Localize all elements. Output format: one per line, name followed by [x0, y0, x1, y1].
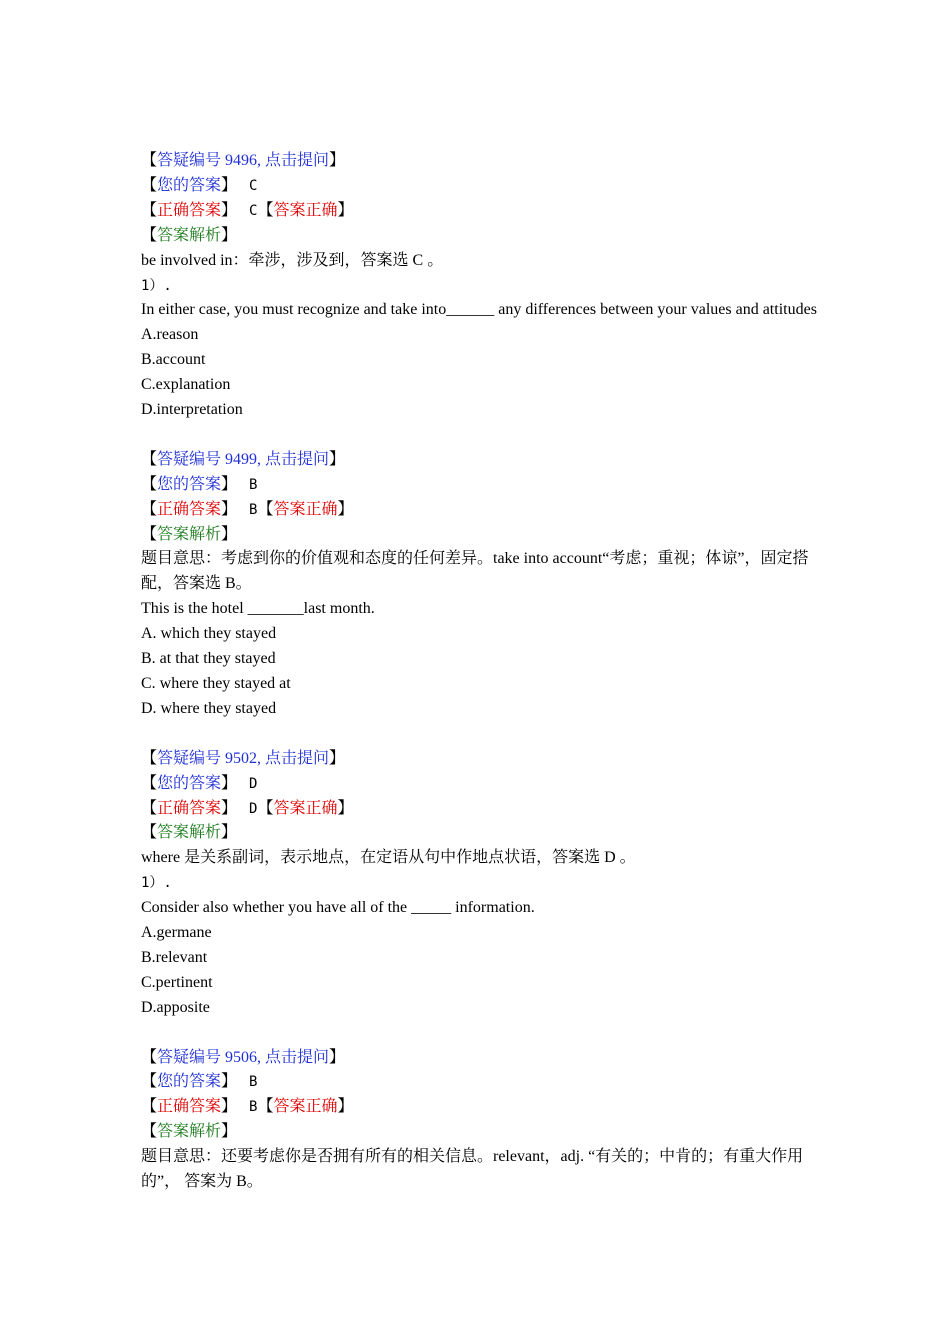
question-stem: Consider also whether you have all of the _____ information.	[141, 899, 535, 917]
correct-answer-label: 正确答案	[157, 201, 222, 219]
correct-answer-label: 正确答案	[157, 1098, 222, 1116]
question-ask-link[interactable]: 答疑编号 9506, 点击提问	[157, 1048, 330, 1066]
question-ask-link[interactable]: 答疑编号 9502, 点击提问	[157, 749, 330, 767]
answer-correct-label: 答案正确	[273, 799, 338, 817]
your-answer-line: 【您的答案】 D	[141, 774, 258, 792]
correct-answer-value: C	[249, 202, 258, 219]
question-ask-link[interactable]: 答疑编号 9496, 点击提问	[157, 152, 330, 169]
analysis-text: 题目意思：考虑到你的价值观和态度的任何差异。take into account“考虑；重视；体谅”，固定搭配，答案选 B。	[141, 550, 809, 593]
option-b: B. at that they stayed	[141, 650, 276, 668]
question-stem: This is the hotel _______last month.	[141, 600, 375, 618]
correct-answer-value: D	[249, 800, 258, 817]
answer-correct-label: 答案正确	[273, 500, 338, 518]
analysis-text: be involved in：牵涉，涉及到，答案选 C 。	[141, 251, 444, 269]
your-answer-label: 您的答案	[157, 475, 222, 493]
analysis-heading-line: 【答案解析】	[141, 525, 238, 543]
question-link-line[interactable]: 【答疑编号 9499, 点击提问】	[141, 450, 346, 468]
correct-answer-line: 【正确答案】 B【答案正确】	[141, 1098, 354, 1116]
your-answer-label: 您的答案	[157, 774, 222, 792]
spacer	[141, 423, 821, 448]
analysis-label: 答案解析	[157, 226, 222, 244]
analysis-heading-line: 【答案解析】	[141, 824, 238, 842]
option-c: C. where they stayed at	[141, 675, 291, 693]
option-a: A.reason	[141, 326, 199, 344]
analysis-text: where 是关系副词，表示地点，在定语从句中作地点状语，答案选 D 。	[141, 849, 636, 867]
document-page	[141, 149, 821, 1195]
correct-answer-label: 正确答案	[157, 500, 222, 518]
analysis-label: 答案解析	[157, 525, 222, 543]
question-link-line[interactable]	[141, 149, 821, 174]
your-answer-line: 【您的答案】 B	[141, 475, 258, 493]
bracket-open: 【	[141, 152, 158, 169]
correct-answer-label: 正确答案	[157, 799, 222, 817]
answer-block-9496	[141, 149, 821, 448]
analysis-heading-line: 【答案解析】	[141, 1123, 238, 1141]
question-link-line[interactable]: 【答疑编号 9506, 点击提问】	[141, 1048, 346, 1066]
analysis-text: 题目意思：还要考虑你是否拥有所有的相关信息。relevant，adj. “有关的；中肯的；有重大作用的”， 答案为 B。	[141, 1148, 804, 1191]
correct-answer-line: 【正确答案】 C【答案正确】	[141, 201, 354, 219]
analysis-label: 答案解析	[157, 824, 222, 842]
option-b: B.account	[141, 351, 206, 369]
your-answer-value: C	[249, 177, 258, 194]
your-answer-line: 【您的答案】 B	[141, 1073, 258, 1091]
your-answer-value: B	[249, 476, 258, 493]
your-answer-value: B	[249, 1074, 258, 1091]
your-answer-value: D	[249, 775, 258, 792]
analysis-label: 答案解析	[157, 1123, 222, 1141]
option-a: A. which they stayed	[141, 625, 277, 643]
analysis-heading-line: 【答案解析】	[141, 226, 238, 244]
spacer	[141, 1021, 821, 1046]
option-c: C.pertinent	[141, 973, 213, 991]
answer-correct-label: 答案正确	[273, 1098, 338, 1116]
option-a: A.germane	[141, 924, 212, 942]
answer-block-9506	[141, 1046, 821, 1195]
answer-block-9502	[141, 747, 821, 1046]
option-d: D.interpretation	[141, 401, 243, 419]
answer-block-9499	[141, 448, 821, 747]
question-ask-link[interactable]: 答疑编号 9499, 点击提问	[157, 450, 330, 468]
option-d: D.apposite	[141, 998, 210, 1016]
answer-correct-label: 答案正确	[273, 201, 338, 219]
your-answer-label: 您的答案	[157, 1073, 222, 1091]
correct-answer-value: B	[249, 1099, 258, 1116]
question-link-line[interactable]: 【答疑编号 9502, 点击提问】	[141, 749, 346, 767]
question-number: 1）.	[141, 277, 172, 294]
correct-answer-line: 【正确答案】 B【答案正确】	[141, 500, 354, 518]
your-answer-label: 您的答案	[157, 176, 222, 194]
bracket-close: 】	[329, 152, 346, 169]
option-c: C.explanation	[141, 376, 231, 394]
correct-answer-line: 【正确答案】 D【答案正确】	[141, 799, 354, 817]
your-answer-line: 【您的答案】 C	[141, 176, 258, 194]
correct-answer-value: B	[249, 501, 258, 518]
question-stem: In either case, you must recognize and take into______ any differences between your values and attitudes	[141, 301, 817, 319]
option-d: D. where they stayed	[141, 699, 277, 717]
question-number: 1）.	[141, 875, 172, 892]
spacer	[141, 722, 821, 747]
option-b: B.relevant	[141, 948, 208, 966]
